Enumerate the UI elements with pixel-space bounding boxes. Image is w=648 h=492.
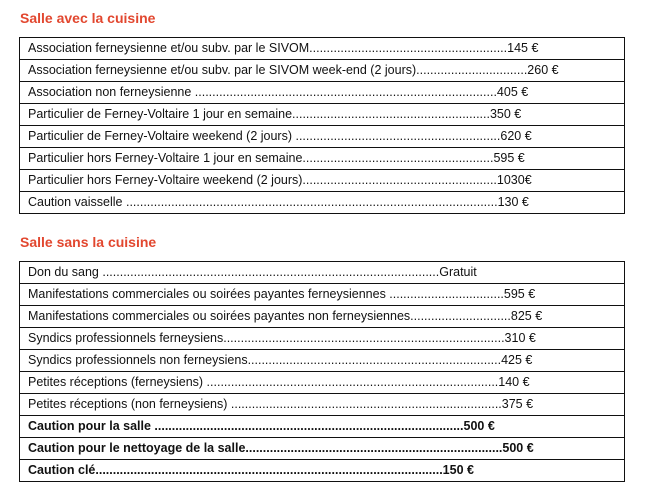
- price-row: [20, 284, 625, 306]
- price-row: [20, 60, 625, 82]
- price-row: [20, 126, 625, 148]
- price-row-text: Association ferneysienne et/ou subv. par le SIVOM.........................................................145 €: [20, 38, 625, 60]
- price-row-text: Particulier hors Ferney-Voltaire weekend (2 jours)........................................................1030€: [20, 170, 625, 192]
- price-row-text: Caution pour la salle .........................................................................................500 €: [20, 416, 625, 438]
- price-row-text: Association non ferneysienne .......................................................................................405 €: [20, 82, 625, 104]
- price-row-text: Caution vaisselle ...........................................................................................................130 €: [20, 192, 625, 214]
- price-row: [20, 394, 625, 416]
- price-row: [20, 82, 625, 104]
- price-row-text: Syndics professionnels ferneysiens.................................................................................310 €: [20, 328, 625, 350]
- price-row: [20, 192, 625, 214]
- price-row-text: Particulier de Ferney-Voltaire 1 jour en semaine.........................................................350 €: [20, 104, 625, 126]
- price-row-text: Caution clé....................................................................................................150 €: [20, 460, 625, 482]
- price-row: [20, 170, 625, 192]
- price-row: [20, 328, 625, 350]
- price-table-avec-cuisine: [19, 37, 625, 214]
- price-row: [20, 148, 625, 170]
- price-row: [20, 306, 625, 328]
- price-row-bold: [20, 416, 625, 438]
- price-row-text: Association ferneysienne et/ou subv. par le SIVOM week-end (2 jours)................................260 €: [20, 60, 625, 82]
- price-row-text: Petites réceptions (ferneysiens) ....................................................................................140 €: [20, 372, 625, 394]
- price-row-text: Manifestations commerciales ou soirées payantes non ferneysiennes.............................825 €: [20, 306, 625, 328]
- price-row-bold: [20, 460, 625, 482]
- price-row: [20, 104, 625, 126]
- price-row-bold: [20, 438, 625, 460]
- section-title-salle-avec-cuisine: Salle avec la cuisine: [20, 10, 156, 26]
- price-row-text: Syndics professionnels non ferneysiens.........................................................................425 €: [20, 350, 625, 372]
- price-row: [20, 262, 625, 284]
- price-row-text: Particulier de Ferney-Voltaire weekend (2 jours) ...........................................................620 €: [20, 126, 625, 148]
- price-row-text: Manifestations commerciales ou soirées payantes ferneysiennes .................................595 €: [20, 284, 625, 306]
- price-table-sans-cuisine: [19, 261, 625, 482]
- price-row-text: Petites réceptions (non ferneysiens) ..............................................................................375 €: [20, 394, 625, 416]
- section-title-salle-sans-cuisine: Salle sans la cuisine: [20, 234, 157, 250]
- price-row-text: Caution pour le nettoyage de la salle..........................................................................500 €: [20, 438, 625, 460]
- price-row-text: Particulier hors Ferney-Voltaire 1 jour en semaine.......................................................595 €: [20, 148, 625, 170]
- price-row: [20, 350, 625, 372]
- price-row-text: Don du sang .................................................................................................Gratuit: [20, 262, 625, 284]
- price-row: [20, 372, 625, 394]
- price-row: [20, 38, 625, 60]
